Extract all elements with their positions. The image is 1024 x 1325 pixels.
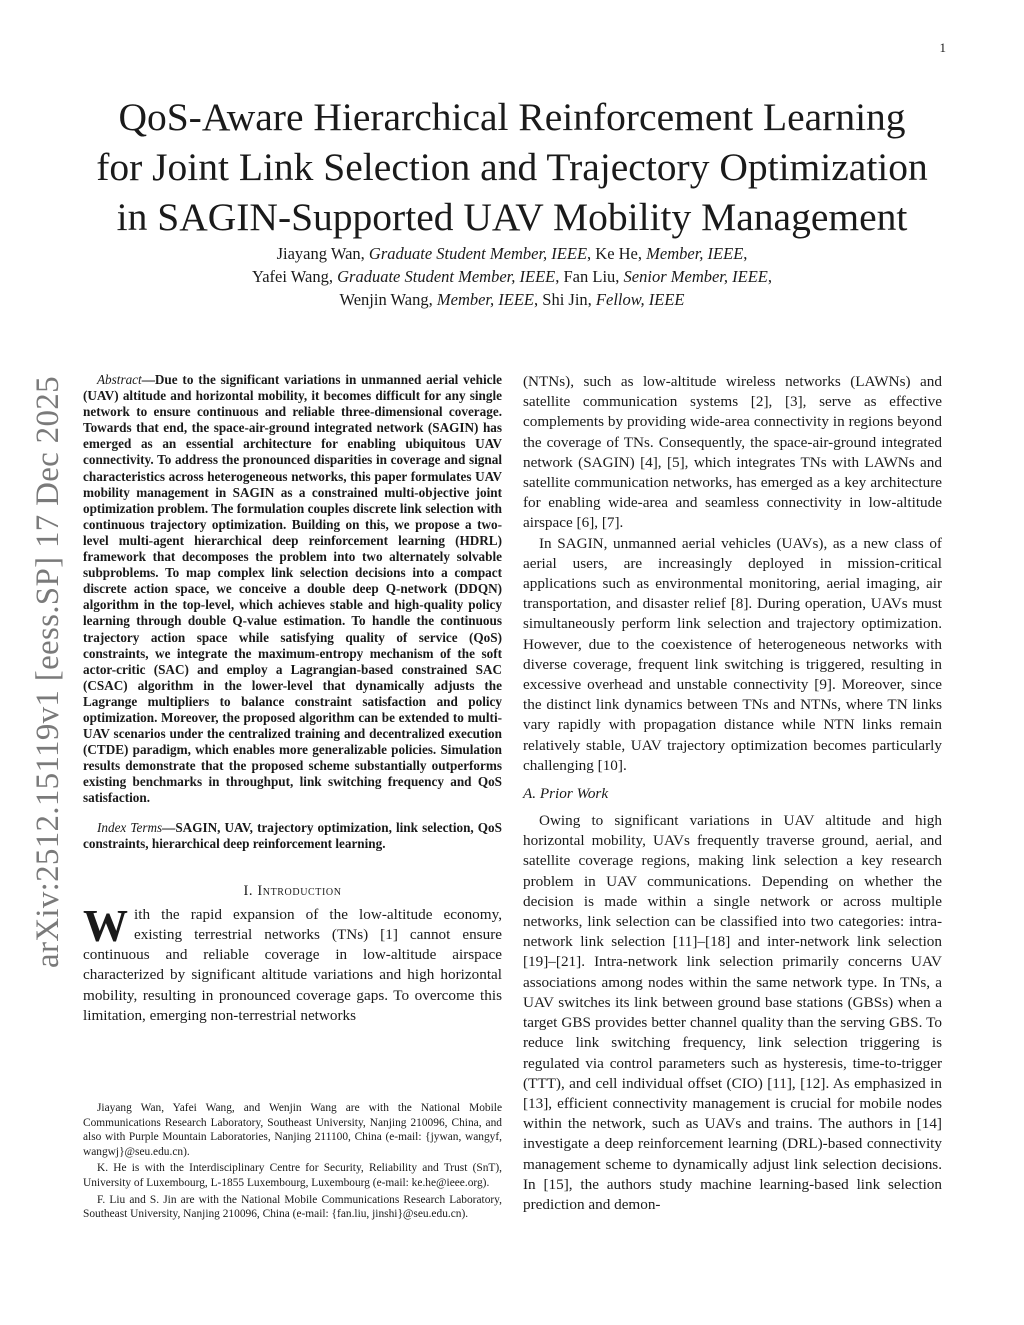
right-column <box>523 372 942 1215</box>
author-line-3: Wenjin Wang, Member, IEEE, Shi Jin, Fellow, IEEE <box>339 290 685 309</box>
author-list <box>60 242 964 311</box>
abstract <box>83 372 502 807</box>
section-heading-introduction: I. Introduction <box>243 882 342 899</box>
index-terms-text: —SAGIN, UAV, trajectory optimization, link selection, QoS constraints, hierarchical deep reinforcement learning. <box>83 819 502 851</box>
abstract-label: Abstract <box>97 372 142 387</box>
title-line-1: QoS-Aware Hierarchical Reinforcement Learning <box>118 95 906 139</box>
arxiv-stamp: arXiv:2512.15119v1 [eess.SP] 17 Dec 2025 <box>30 376 66 968</box>
index-terms <box>83 820 502 852</box>
intro-paragraph-1: With the rapid expansion of the low-altitude economy, existing terrestrial networks (TNs) [1] cannot ensure continuous and reliable coverage in low-altitude airspace characterized by significant altitude variations and high horizontal mobility, resulting in pronounced coverage gaps. To overcome this limitation, emerging non-terrestrial networks <box>83 900 502 1024</box>
paper-title <box>60 92 964 242</box>
prior-work-paragraph: Owing to significant variations in UAV altitude and high horizontal mobility, UAVs frequently traverse ground, aerial, and satellite coverage regions, making link selection a key research problem in UAV communications. Depending on whether the decision is made within a single network or across multiple networks, link selection can be classified into two categories: intra-network link selection [11]–[18] and inter-network link selection [19]–[21]. Intra-network link selection primarily concerns UAV associations among nodes within the same network type. In TNs, a UAV switches its link between ground base stations (GBSs) when a target GBS provides better channel quality than the serving GBS. To reduce link switching frequency, link selection triggering is regulated via control parameters such as hysteresis, time-to-trigger (TTT), and cell individual offset (CIO) [11], [12]. As emphasized in [13], efficient connectivity management is crucial for mobile nodes within the network, such as UAVs and trains. The authors in [14] investigate a deep reinforcement learning (DRL)-based connectivity management scheme to dynamically adjust link selection decisions. In [15], the authors study machine learning-based link selection prediction and demon- <box>523 812 942 1213</box>
abstract-text: —Due to the significant variations in unmanned aerial vehicle (UAV) altitude and horizontal mobility, it becomes difficult for any single network to ensure continuous and reliable three-dimensional coverage. Towards that end, the space-air-ground integrated network (SAGIN) has emerged as an essential architecture for enabling ubiquitous UAV connectivity. To address the pronounced disparities in coverage and signal characteristics across heterogeneous networks, this paper formulates UAV mobility management in SAGIN as a constrained multi-objective joint optimization problem. The formulation couples discrete link selection with continuous trajectory optimization. Building on this, we propose a two-level multi-agent hierarchical deep reinforcement learning (HDRL) framework that decomposes the problem into two alternately solvable subproblems. To map complex link selection decisions into a compact discrete action space, we conceive a double deep Q-network (DDQN) algorithm in the top-level, which achieves stable and high-quality policy learning through double Q-value estimation. To handle the continuous trajectory action space while satisfying quality of service (QoS) constraints, we integrate the maximum-entropy mechanism of the soft actor-critic (SAC) and employ a Lagrangian-based constrained SAC (CSAC) algorithm in the lower-level that dynamically adjusts the Lagrange multipliers to balance constraint satisfaction and policy optimization. Moreover, the proposed algorithm can be extended to multi-UAV scenarios under the centralized training and decentralized execution (CTDE) paradigm, which enables more generalizable policies. Simulation results demonstrate that the proposed scheme substantially outperforms existing benchmarks in throughput, link switching frequency and QoS satisfaction. <box>83 372 502 806</box>
intro-paragraph-1-cont: (NTNs), such as low-altitude wireless networks (LAWNs) and satellite communication systems [2], [3], serve as effective complements by providing wide-area connectivity in regions beyond the coverage of TNs. Consequently, the space-air-ground integrated network (SAGIN) [4], [5], which integrates TNs with LAWNs and satellite communication networks, has emerged as a key architecture for enabling wide-area and seamless connectivity in low-altitude airspace [6], [7]. <box>523 373 942 532</box>
footnote-1: Jiayang Wan, Yafei Wang, and Wenjin Wang are with the National Mobile Communications Research Laboratory, Southeast University, Nanjing 210096, China, and also with Purple Mountain Laboratories, Nanjing 211100, China (e-mail: {jywan, wangyf, wangwj}@seu.edu.cn). <box>83 1102 502 1158</box>
title-line-3: in SAGIN-Supported UAV Mobility Management <box>116 195 908 239</box>
title-line-2: for Joint Link Selection and Trajectory Optimization <box>96 145 928 189</box>
intro-paragraph-2: In SAGIN, unmanned aerial vehicles (UAVs), as a new class of aerial users, are increasingly deployed in mission-critical applications such as environmental monitoring, aerial imaging, air transportation, and disaster relief [8]. During operation, UAVs must simultaneously perform link selection and trajectory optimization. However, due to the coexistence of heterogeneous networks with diverse coverage, frequent link switching is triggered, resulting in excessive overhead and unstable connectivity [9]. Moreover, since the distinct link dynamics between TNs and NTNs, where TN links vary rapidly with propagation distance while NTN links remain relatively stable, UAV trajectory optimization becomes particularly challenging [10]. <box>523 534 942 774</box>
footnote-3: F. Liu and S. Jin are with the National Mobile Communications Research Laboratory, Southeast University, Nanjing 210096, China (e-mail: {fan.liu, jinshi}@seu.edu.cn). <box>83 1193 502 1221</box>
footnote-2: K. He is with the Interdisciplinary Centre for Security, Reliability and Trust (SnT), University of Luxembourg, L-1855 Luxembourg, Luxembourg (e-mail: ke.he@ieee.org). <box>83 1162 502 1189</box>
author-line-1: Jiayang Wan, Graduate Student Member, IEEE, Ke He, Member, IEEE, <box>276 244 748 263</box>
drop-cap: W <box>83 900 128 951</box>
subsection-heading-prior-work: A. Prior Work <box>523 785 609 803</box>
left-column <box>83 372 502 1026</box>
index-terms-label: Index Terms <box>97 819 163 835</box>
author-footnotes <box>83 1101 502 1224</box>
page-number: 1 <box>939 40 946 55</box>
author-line-2: Yafei Wang, Graduate Student Member, IEEE, Fan Liu, Senior Member, IEEE, <box>251 267 773 286</box>
